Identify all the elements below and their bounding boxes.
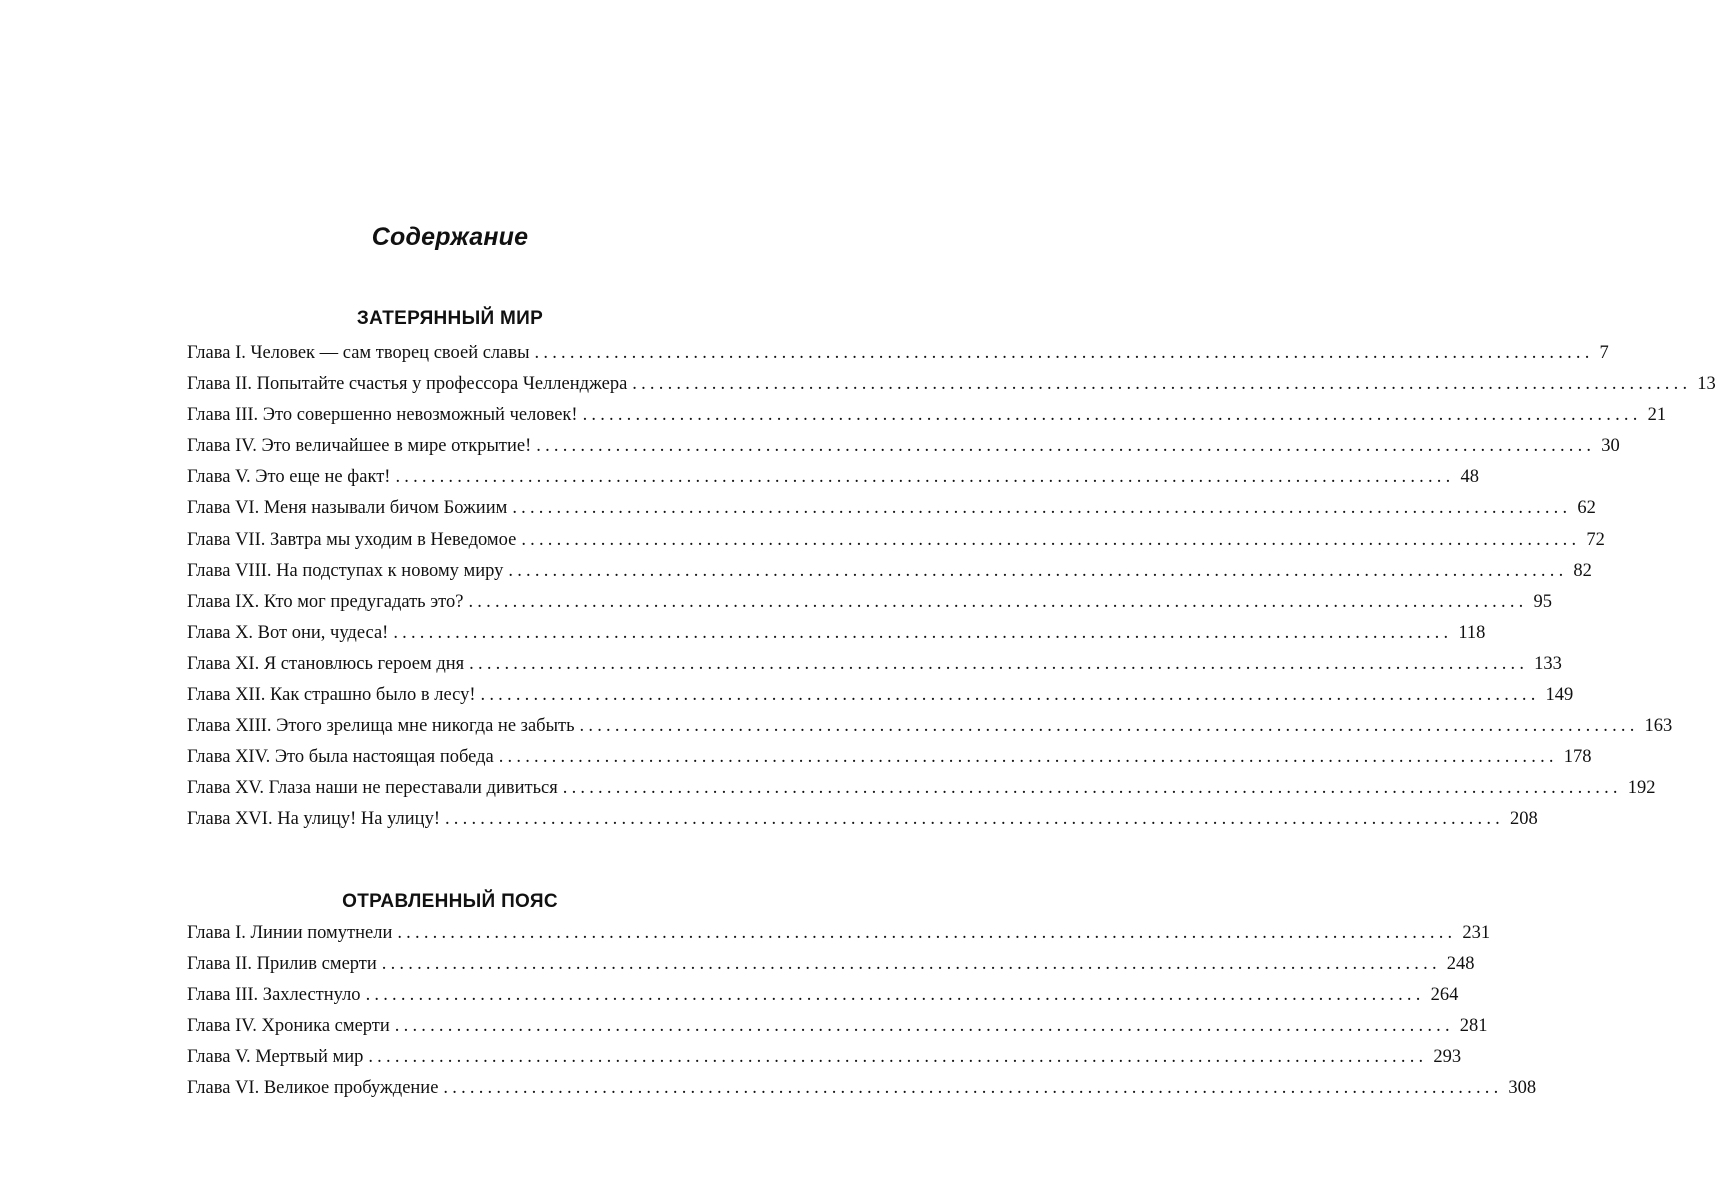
toc-entry-page: 231 [1462,923,1491,943]
toc-entry-page: 208 [1509,809,1538,830]
toc-entry-title: Глава VI. Великое пробуждение [187,1078,439,1098]
page-title: Содержание [371,222,529,251]
toc-entry-page: 248 [1446,954,1475,974]
dot-leader: ........................................................................................................................ [579,716,1639,737]
toc-entry-page: 192 [1627,778,1656,799]
toc-entry[interactable] [187,649,1562,680]
toc-entry-title: Глава IX. Кто мог предугадать это? [187,591,464,612]
dot-leader: ........................................................................................................................ [582,405,1642,426]
toc-entry[interactable] [187,431,1620,462]
toc-entry[interactable] [187,949,1475,980]
toc-entry-title: Глава XI. Я становлюсь героем дня [187,653,465,674]
toc-list-lost-world [187,338,1716,836]
toc-entry-page: 72 [1586,529,1605,550]
toc-entry[interactable] [187,980,1459,1011]
toc-entry-title: Глава IV. Это величайшее в мире открытие! [187,436,532,457]
dot-leader: ........................................................................................................................ [534,343,1594,363]
toc-entry-page: 48 [1460,467,1479,488]
dot-leader: ........................................................................................................................ [480,685,1540,706]
toc-entry-title: Глава V. Это еще не факт! [187,467,391,488]
toc-entry-page: 281 [1459,1016,1488,1036]
toc-entry-title: Глава III. Это совершенно невозможный человек! [187,405,578,426]
toc-entry-page: 21 [1647,405,1667,426]
dot-leader: ........................................................................................................................ [498,747,1558,768]
dot-leader: ........................................................................................................................ [632,374,1692,395]
toc-entry-title: Глава I. Линии помутнели [187,923,393,943]
toc-entry-page: 149 [1545,685,1574,706]
toc-entry[interactable] [187,525,1605,556]
toc-entry[interactable] [187,1042,1462,1073]
dot-leader: ........................................................................................................................ [536,436,1596,457]
toc-entry-page: 30 [1601,436,1620,457]
toc-entry-title: Глава XIV. Это была настоящая победа [187,747,494,768]
toc-entry[interactable] [187,1011,1488,1042]
toc-entry-page: 13 [1697,374,1716,395]
dot-leader: ........................................................................................................................ [394,1016,1454,1036]
toc-entry[interactable] [187,918,1491,949]
dot-leader: ........................................................................................................................ [395,467,1455,488]
toc-entry[interactable] [187,711,1673,742]
toc-entry-page: 308 [1508,1078,1537,1098]
section-heading-lost-world: ЗАТЕРЯННЫЙ МИР [356,307,544,329]
section-heading-poison-belt: ОТРАВЛЕННЫЙ ПОЯС [342,890,558,912]
dot-leader: ........................................................................................................................ [393,622,1453,643]
toc-entry-title: Глава I. Человек — сам творец своей славы [187,343,530,363]
toc-entry-title: Глава II. Попытайте счастья у профессора Челленджера [187,374,628,395]
toc-entry[interactable] [187,742,1592,773]
dot-leader: ........................................................................................................................ [469,653,1529,674]
dot-leader: ........................................................................................................................ [443,1078,1503,1098]
toc-entry[interactable] [187,680,1574,711]
dot-leader: ........................................................................................................................ [508,560,1568,581]
toc-entry[interactable] [187,462,1479,493]
toc-entry-page: 118 [1458,622,1486,643]
toc-entry[interactable] [187,1073,1537,1104]
toc-entry[interactable] [187,556,1592,587]
toc-entry-page: 7 [1599,343,1609,363]
toc-entry-page: 62 [1577,498,1596,519]
toc-entry[interactable] [187,493,1596,524]
toc-entry[interactable] [187,773,1656,804]
toc-entry-title: Глава II. Прилив смерти [187,954,377,974]
dot-leader: ........................................................................................................................ [468,591,1528,612]
toc-entry-title: Глава XII. Как страшно было в лесу! [187,685,476,706]
dot-leader: ........................................................................................................................ [562,778,1622,799]
toc-entry[interactable] [187,400,1667,431]
toc-entry-title: Глава XIII. Этого зрелища мне никогда не забыть [187,716,575,737]
toc-entry-title: Глава IV. Хроника смерти [187,1016,390,1036]
toc-entry-page: 82 [1573,560,1592,581]
toc-entry-page: 133 [1534,653,1562,674]
toc-entry-page: 178 [1563,747,1592,768]
dot-leader: ........................................................................................................................ [444,809,1504,830]
toc-entry-title: Глава V. Мертвый мир [187,1047,364,1067]
toc-entry-title: Глава VIII. На подступах к новому миру [187,560,504,581]
toc-entry-title: Глава VII. Завтра мы уходим в Неведомое [187,529,517,550]
dot-leader: ........................................................................................................................ [381,954,1441,974]
toc-entry[interactable] [187,618,1486,649]
toc-entry-page: 163 [1644,716,1673,737]
toc-list-poison-belt [187,918,1537,1104]
dot-leader: ........................................................................................................................ [368,1047,1428,1067]
toc-entry[interactable] [187,369,1716,400]
toc-entry[interactable] [187,804,1538,835]
dot-leader: ........................................................................................................................ [365,985,1425,1005]
toc-entry-page: 95 [1533,591,1552,612]
toc-entry[interactable] [187,338,1609,369]
toc-entry-title: Глава X. Вот они, чудеса! [187,622,389,643]
dot-leader: ........................................................................................................................ [521,529,1581,550]
toc-entry-title: Глава III. Захлестнуло [187,985,361,1005]
dot-leader: ........................................................................................................................ [512,498,1572,519]
toc-entry-title: Глава XVI. На улицу! На улицу! [187,809,440,830]
dot-leader: ........................................................................................................................ [397,923,1457,943]
toc-entry[interactable] [187,587,1552,618]
toc-entry-page: 264 [1430,985,1459,1005]
toc-entry-title: Глава XV. Глаза наши не переставали дивиться [187,778,558,799]
toc-entry-page: 293 [1433,1047,1462,1067]
toc-entry-title: Глава VI. Меня называли бичом Божиим [187,498,508,519]
